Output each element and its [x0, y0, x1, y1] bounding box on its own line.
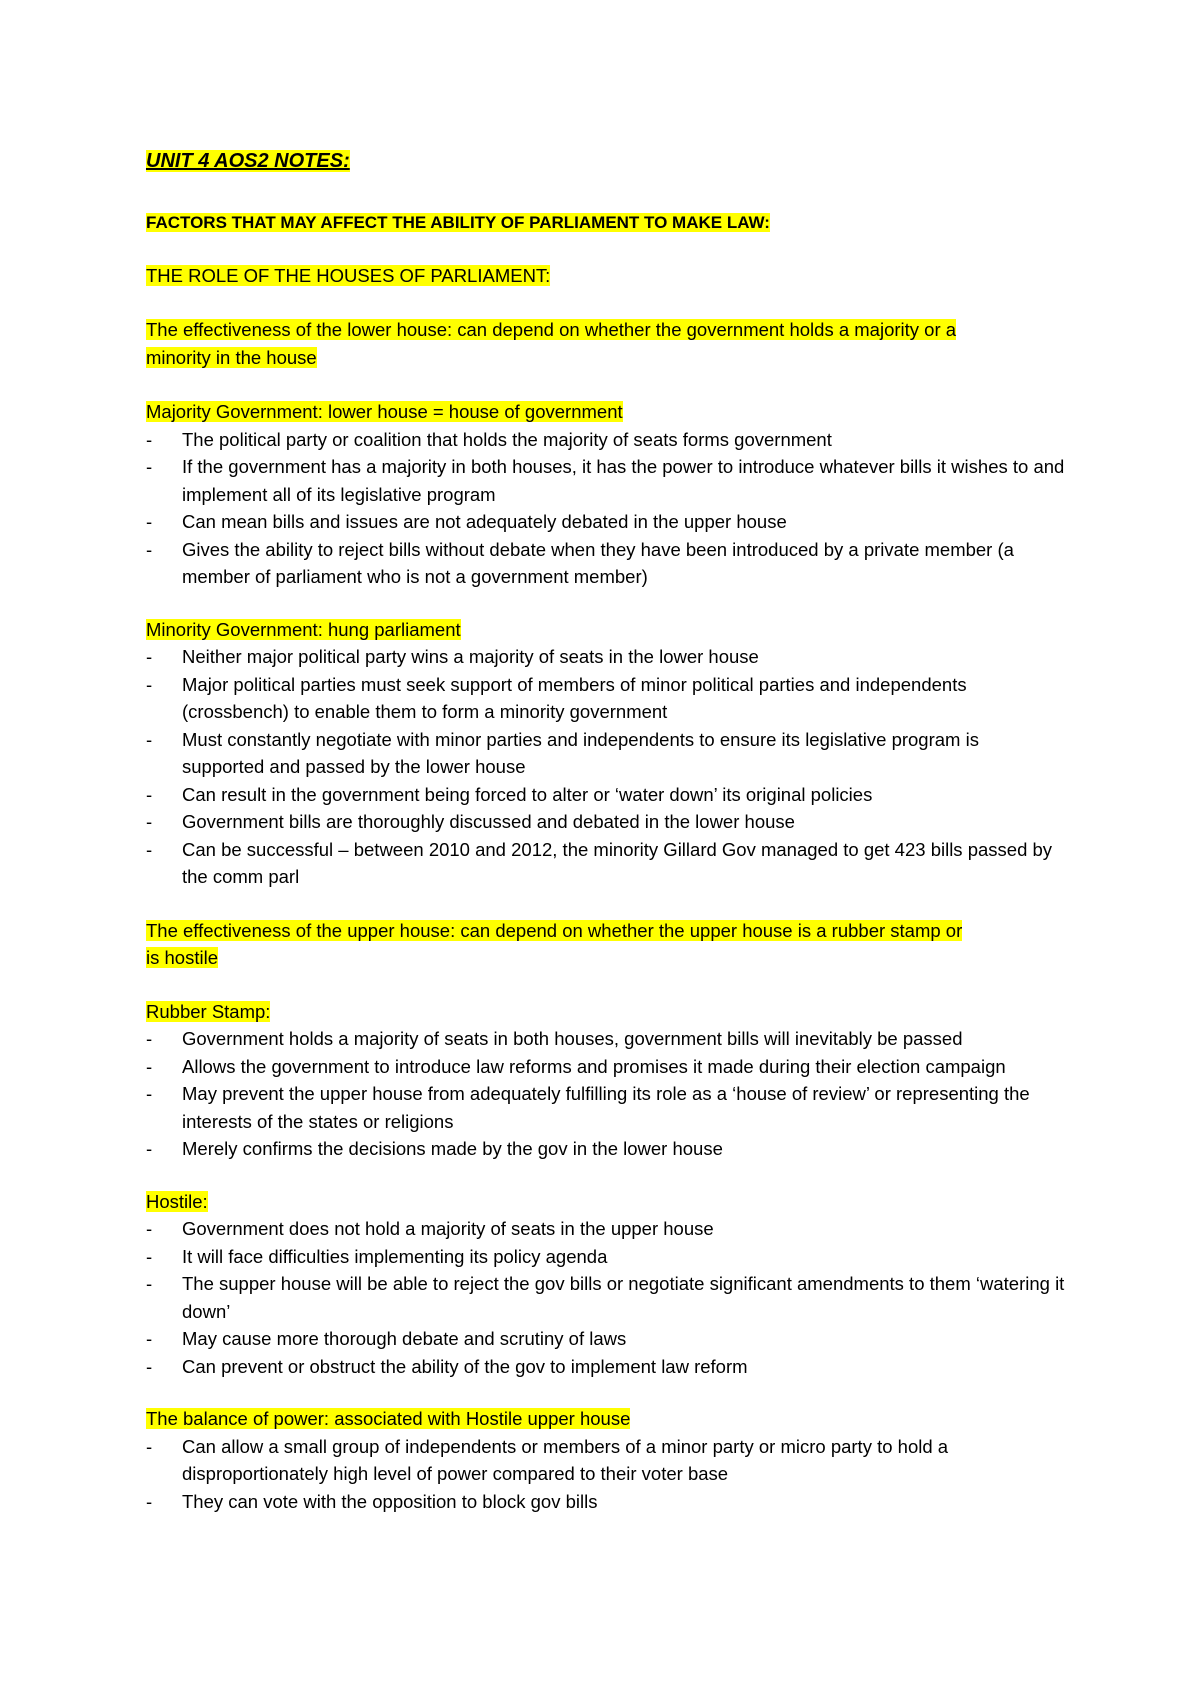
list-item-text: Can allow a small group of independents or members of a minor party or micro party to hold a disproportionately high level of power compared to their voter base — [182, 1435, 949, 1484]
lower-house-intro — [146, 316, 1066, 371]
dash-marker: - — [146, 728, 153, 750]
list-item — [146, 1270, 1066, 1325]
dash-marker: - — [146, 456, 153, 477]
list-item — [146, 1433, 1066, 1488]
dash-marker: - — [146, 811, 153, 832]
upper-house-intro-line1: The effectiveness of the upper house: can depend on whether the upper house is a rubber stamp or — [146, 919, 963, 941]
dash-marker: - — [146, 646, 153, 667]
majority-list — [146, 426, 1066, 591]
dash-marker: - — [146, 783, 153, 805]
list-item-text: Merely confirms the decisions made by the gov in the lower house — [182, 1138, 723, 1159]
rubber-stamp-heading — [146, 998, 1066, 1026]
dash-marker: - — [146, 538, 153, 560]
dash-marker: - — [146, 1328, 153, 1349]
list-item-text: Government bills are thoroughly discussed and debated in the lower house — [182, 811, 795, 832]
dash-marker: - — [146, 1055, 153, 1077]
list-item-text: Can result in the government being forced to alter or ‘water down’ its original policies — [182, 783, 873, 805]
dash-marker: - — [146, 673, 153, 695]
document-title-text: UNIT 4 AOS2 NOTES: — [146, 150, 350, 172]
balance-of-power-heading — [146, 1405, 1066, 1433]
dash-marker: - — [146, 1490, 153, 1512]
hostile-list — [146, 1215, 1066, 1380]
dash-marker: - — [146, 1218, 153, 1239]
upper-house-intro — [146, 917, 1066, 972]
list-item-text: Government holds a majority of seats in both houses, government bills will inevitably be passed — [182, 1028, 963, 1049]
dash-marker: - — [146, 1435, 153, 1457]
lower-house-intro-line2: minority in the house — [146, 346, 317, 368]
dash-marker: - — [146, 1355, 153, 1377]
list-item — [146, 671, 1066, 726]
list-item — [146, 508, 1066, 536]
list-item — [146, 1243, 1066, 1271]
list-item-text: Allows the government to introduce law reforms and promises it made during their election campaign — [182, 1055, 1006, 1077]
dash-marker: - — [146, 1273, 153, 1294]
list-item — [146, 1053, 1066, 1081]
list-item — [146, 536, 1066, 591]
list-item — [146, 1135, 1066, 1163]
list-item-text: Can mean bills and issues are not adequately debated in the upper house — [182, 511, 787, 532]
list-item — [146, 836, 1066, 891]
list-item-text: It will face difficulties implementing its policy agenda — [182, 1245, 608, 1267]
document-page — [146, 148, 1066, 1515]
balance-of-power-heading-text: The balance of power: associated with Hostile upper house — [146, 1408, 631, 1429]
hostile-heading — [146, 1188, 1066, 1216]
minority-heading — [146, 616, 1066, 644]
list-item-text: The supper house will be able to reject the gov bills or negotiate significant amendments to them ‘watering it down’ — [182, 1273, 1065, 1322]
balance-of-power-list — [146, 1433, 1066, 1516]
factors-heading-text: FACTORS THAT MAY AFFECT THE ABILITY OF PARLIAMENT TO MAKE LAW: — [146, 213, 770, 232]
rubber-stamp-list — [146, 1025, 1066, 1163]
lower-house-intro-line1: The effectiveness of the lower house: can depend on whether the government holds a majority or a — [146, 319, 957, 340]
document-title — [146, 148, 1066, 184]
list-item-text: They can vote with the opposition to block gov bills — [182, 1490, 598, 1512]
list-item — [146, 726, 1066, 781]
houses-heading — [146, 262, 1066, 290]
dash-marker: - — [146, 1138, 153, 1159]
rubber-stamp-heading-text: Rubber Stamp: — [146, 1000, 271, 1022]
minority-heading-text: Minority Government: hung parliament — [146, 618, 461, 640]
list-item — [146, 453, 1066, 508]
houses-heading-text: THE ROLE OF THE HOUSES OF PARLIAMENT: — [146, 264, 551, 286]
hostile-heading-text: Hostile: — [146, 1190, 208, 1212]
list-item — [146, 808, 1066, 836]
list-item — [146, 1353, 1066, 1381]
list-item-text: May prevent the upper house from adequately fulfilling its role as a ‘house of review’ or representing the interests of the states or religions — [182, 1083, 1030, 1132]
list-item — [146, 1325, 1066, 1353]
list-item — [146, 426, 1066, 454]
list-item-text: Gives the ability to reject bills without debate when they have been introduced by a private member (a member of parliament who is not a government member) — [182, 538, 1014, 587]
dash-marker: - — [146, 1083, 153, 1104]
upper-house-intro-line2: is hostile — [146, 947, 218, 968]
list-item-text: Can prevent or obstruct the ability of the gov to implement law reform — [182, 1355, 748, 1377]
list-item-text: If the government has a majority in both houses, it has the power to introduce whatever bills it wishes to and implement all of its legislative program — [182, 456, 1065, 505]
list-item — [146, 643, 1066, 671]
list-item-text: The political party or coalition that holds the majority of seats forms government — [182, 428, 832, 450]
dash-marker: - — [146, 428, 153, 450]
minority-list — [146, 643, 1066, 891]
list-item-text: Major political parties must seek support of members of minor political parties and independents (crossbench) to enable them to form a minority government — [182, 673, 967, 722]
list-item — [146, 1488, 1066, 1516]
list-item-text: Must constantly negotiate with minor parties and independents to ensure its legislative program is supported and passed by the lower house — [182, 728, 979, 777]
list-item-text: Can be successful – between 2010 and 2012, the minority Gillard Gov managed to get 423 bills passed by the comm parl — [182, 838, 1053, 887]
majority-heading-text: Majority Government: lower house = house of government — [146, 401, 623, 422]
list-item — [146, 1025, 1066, 1053]
list-item-text: Government does not hold a majority of seats in the upper house — [182, 1218, 714, 1239]
list-item — [146, 1080, 1066, 1135]
dash-marker: - — [146, 1245, 153, 1267]
dash-marker: - — [146, 838, 153, 860]
dash-marker: - — [146, 511, 153, 532]
factors-heading — [146, 209, 1066, 237]
list-item-text: May cause more thorough debate and scrutiny of laws — [182, 1328, 627, 1349]
dash-marker: - — [146, 1028, 153, 1049]
list-item — [146, 781, 1066, 809]
majority-heading — [146, 398, 1066, 426]
list-item-text: Neither major political party wins a majority of seats in the lower house — [182, 646, 759, 667]
list-item — [146, 1215, 1066, 1243]
